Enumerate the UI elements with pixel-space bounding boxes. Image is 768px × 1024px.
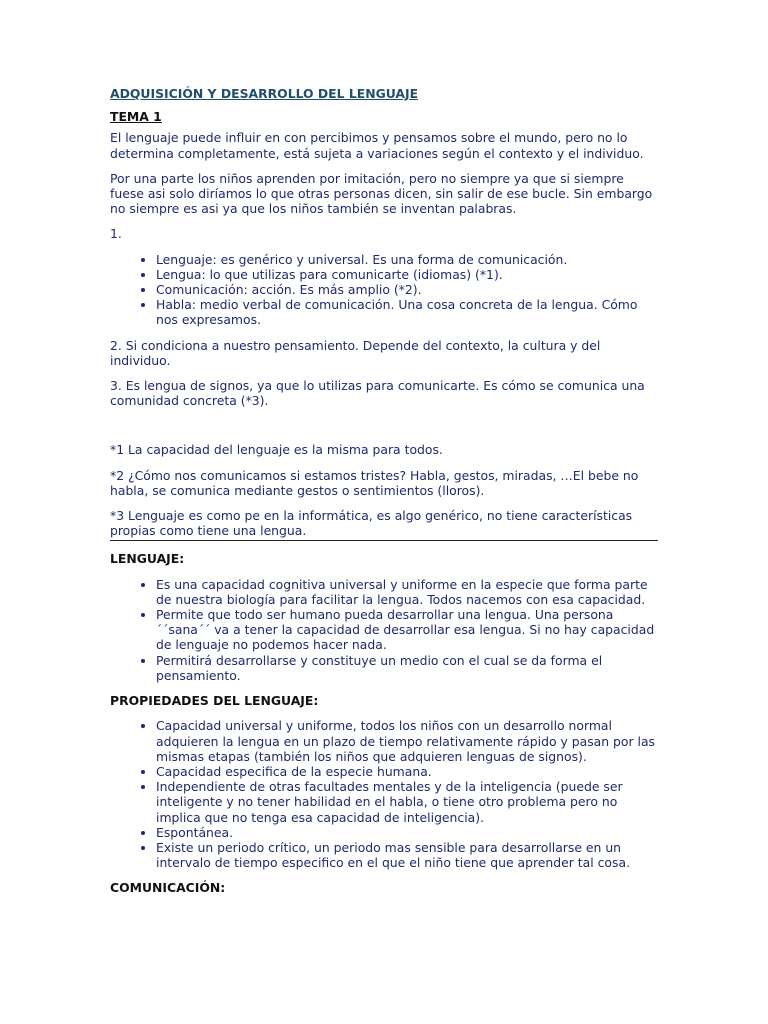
- paragraph: Por una parte los niños aprenden por imitación, pero no siempre ya que si siempre fuese asi solo diríamos lo que otras personas dicen, sin salir de ese bucle. Sin embargo no siempre es asi ya que los niños también se inventan palabras.: [110, 170, 653, 217]
- paragraph: 2. Si condiciona a nuestro pensamiento. Depende del contexto, la cultura y del individuo.: [110, 337, 601, 368]
- footnote: *3 Lenguaje es como pe en la informática, es algo genérico, no tiene características propias como tiene una lengua.: [110, 508, 633, 539]
- list-item: • Capacidad universal y uniforme, todos los niños con un desarrollo normal adquieren la lengua en un plazo de tiempo relativamente rápido y pasan por las mismas etapas (también los niños que adquieren lenguas de signos).: [156, 718, 658, 764]
- heading-propiedades: PROPIEDADES DEL LENGUAJE:: [110, 693, 319, 709]
- spacer: [110, 418, 658, 442]
- point-label: 1.: [110, 226, 122, 242]
- document-title: ADQUISICIÓN Y DESARROLLO DEL LENGUAJE: [110, 86, 419, 101]
- section-tema: TEMA 1: [110, 109, 162, 125]
- list-item: • Espontánea.: [156, 825, 658, 840]
- definitions-list: [110, 252, 658, 328]
- list-item: • Permitirá desarrollarse y constituye un medio con el cual se da forma el pensamiento.: [156, 653, 658, 683]
- list-item: • Habla: medio verbal de comunicación. Una cosa concreta de la lengua. Cómo nos expresamos.: [156, 297, 658, 327]
- heading-comunicacion: COMUNICACIÓN:: [110, 880, 226, 896]
- paragraph: 3. Es lengua de signos, ya que lo utilizas para comunicarte. Es cómo se comunica una comunidad concreta (*3).: [110, 378, 645, 409]
- footnote: *2 ¿Cómo nos comunicamos si estamos tristes? Habla, gestos, miradas, …El bebe no habla, se comunica mediante gestos o sentimientos (lloros).: [110, 467, 639, 498]
- propiedades-list: [110, 718, 658, 870]
- list-item: • Independiente de otras facultades mentales y de la inteligencia (puede ser inteligente y no tener habilidad en el habla, o tiene otro problema pero no implica que no tenga esa capacidad de inteligencia).: [156, 779, 658, 825]
- heading-lenguaje: LENGUAJE:: [110, 551, 185, 567]
- horizontal-rule: [110, 540, 658, 541]
- list-item: • Capacidad especifica de la especie humana.: [156, 764, 658, 779]
- list-item: • Es una capacidad cognitiva universal y uniforme en la especie que forma parte de nuestra biología para facilitar la lengua. Todos nacemos con esa capacidad.: [156, 577, 658, 607]
- list-item: • Lenguaje: es genérico y universal. Es una forma de comunicación.: [156, 252, 658, 267]
- list-item: • Comunicación: acción. Es más amplio (*2).: [156, 282, 658, 297]
- list-item: • Existe un periodo crítico, un periodo mas sensible para desarrollarse en un intervalo de tiempo especifico en el que el niño tiene que aprender tal cosa.: [156, 840, 658, 870]
- footnote: *1 La capacidad del lenguaje es la misma para todos.: [110, 442, 443, 458]
- paragraph: El lenguaje puede influir en con percibimos y pensamos sobre el mundo, pero no lo determina completamente, está sujeta a variaciones según el contexto y el individuo.: [110, 130, 644, 161]
- list-item: • Permite que todo ser humano pueda desarrollar una lengua. Una persona ´´sana´´ va a tener la capacidad de desarrollar esa lengua. Si no hay capacidad de lenguaje no podemos hacer nada.: [156, 607, 658, 653]
- lenguaje-list: [110, 577, 658, 683]
- list-item: • Lengua: lo que utilizas para comunicarte (idiomas) (*1).: [156, 267, 658, 282]
